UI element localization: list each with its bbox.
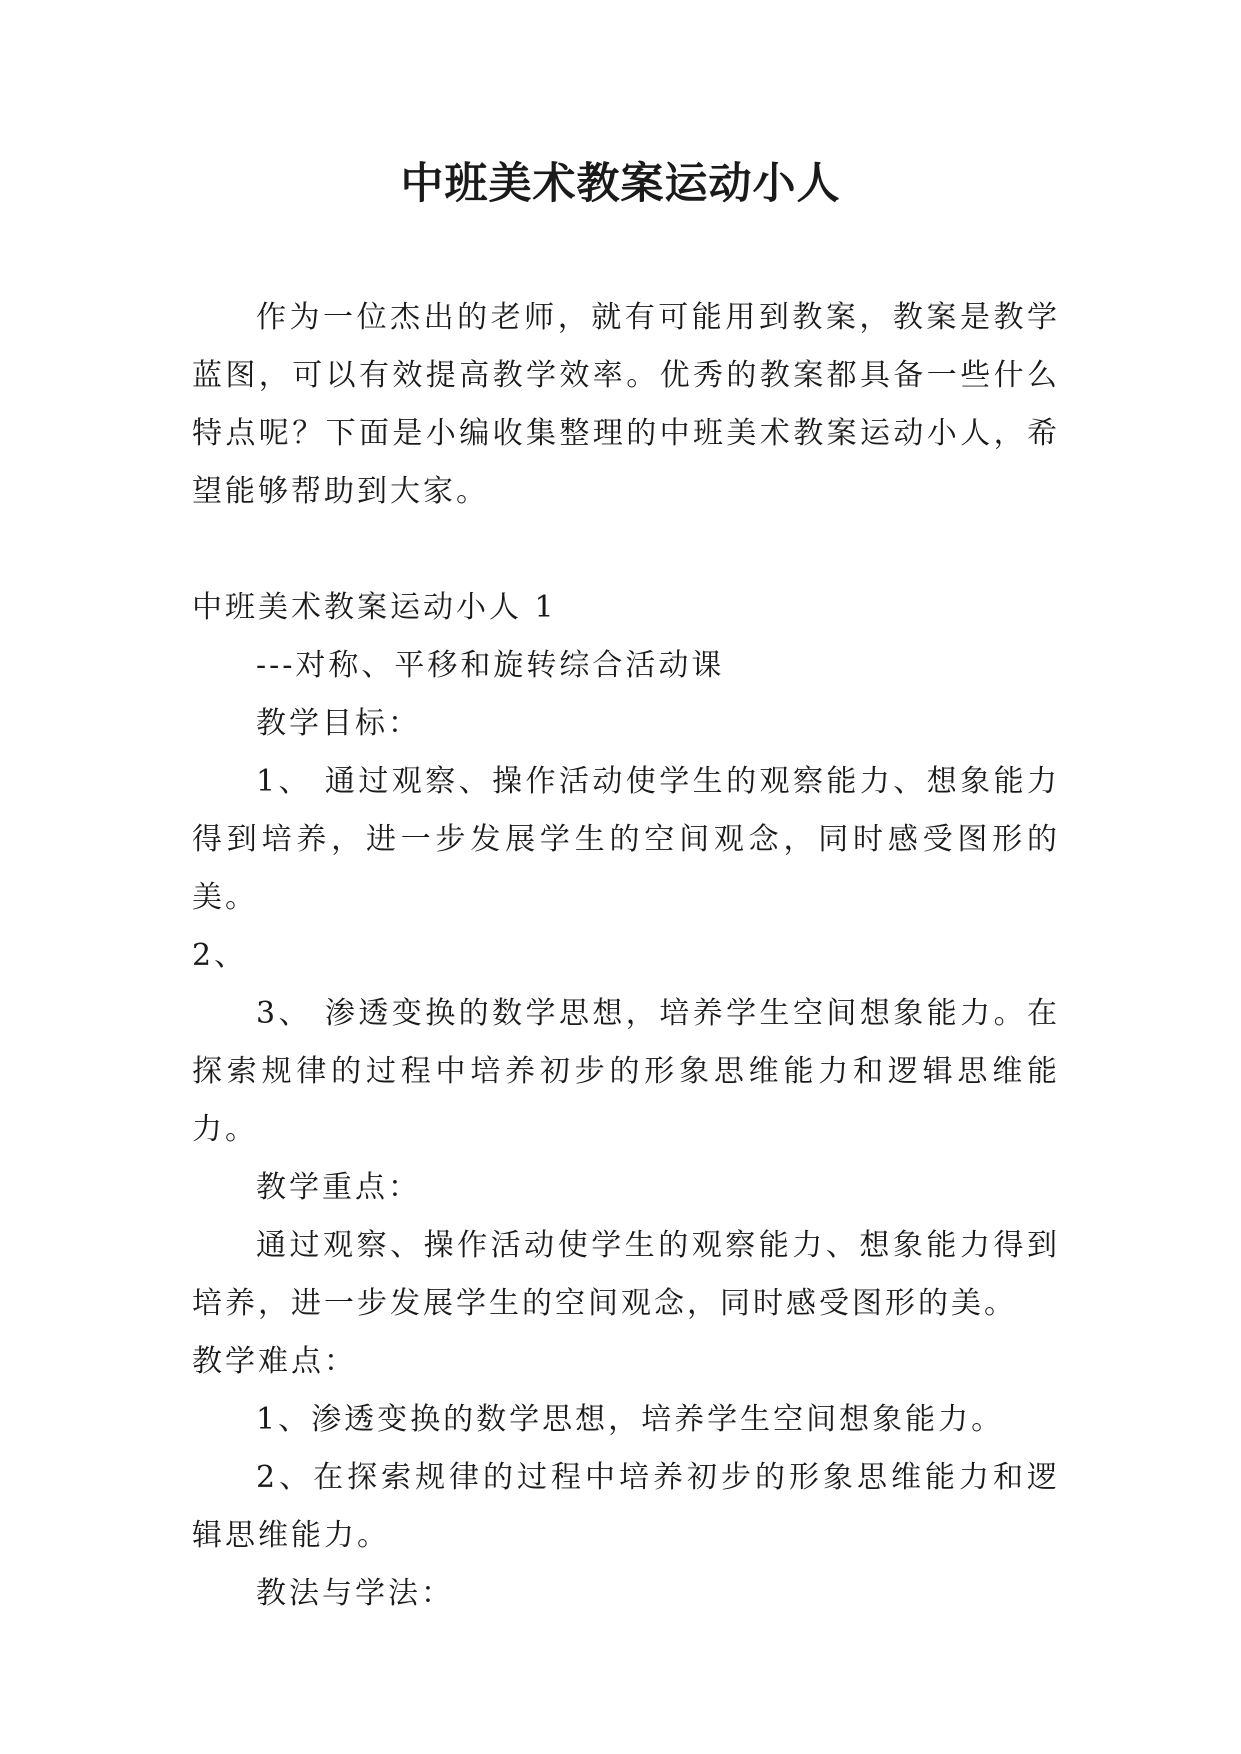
document-body	[192, 289, 1060, 1623]
key-points-paragraph: 通过观察、操作活动使学生的观察能力、想象能力得到培养，进一步发展学生的空间观念，同时感受图形的美。	[192, 1228, 1060, 1321]
intro-paragraph: 作为一位杰出的老师，就有可能用到教案，教案是教学蓝图，可以有效提高教学效率。优秀的教案都具备一些什么特点呢？下面是小编收集整理的中班美术教案运动小人，希望能够帮助到大家。	[192, 300, 1060, 509]
difficulty-item-2: 2、在探索规律的过程中培养初步的形象思维能力和逻辑思维能力。	[192, 1460, 1060, 1553]
section-heading: 中班美术教案运动小人 1	[192, 590, 557, 625]
goal-item-1: 1、 通过观察、操作活动使学生的观察能力、想象能力得到培养，进一步发展学生的空间观念，同时感受图形的美。	[192, 764, 1060, 915]
methods-label: 教法与学法：	[256, 1576, 454, 1611]
document-title: 中班美术教案运动小人	[400, 159, 841, 209]
key-points-label: 教学重点：	[256, 1170, 421, 1205]
difficulties-label: 教学难点：	[192, 1344, 357, 1379]
section-subtitle: ---对称、平移和旋转综合活动课	[256, 648, 725, 683]
goal-item-3: 3、 渗透变换的数学思想，培养学生空间想象能力。在探索规律的过程中培养初步的形象思维能力和逻辑思维能力。	[192, 996, 1060, 1147]
difficulty-item-1: 1、渗透变换的数学思想，培养学生空间想象能力。	[256, 1402, 1005, 1437]
goals-label: 教学目标：	[256, 706, 421, 741]
goal-item-2: 2、	[192, 938, 248, 973]
